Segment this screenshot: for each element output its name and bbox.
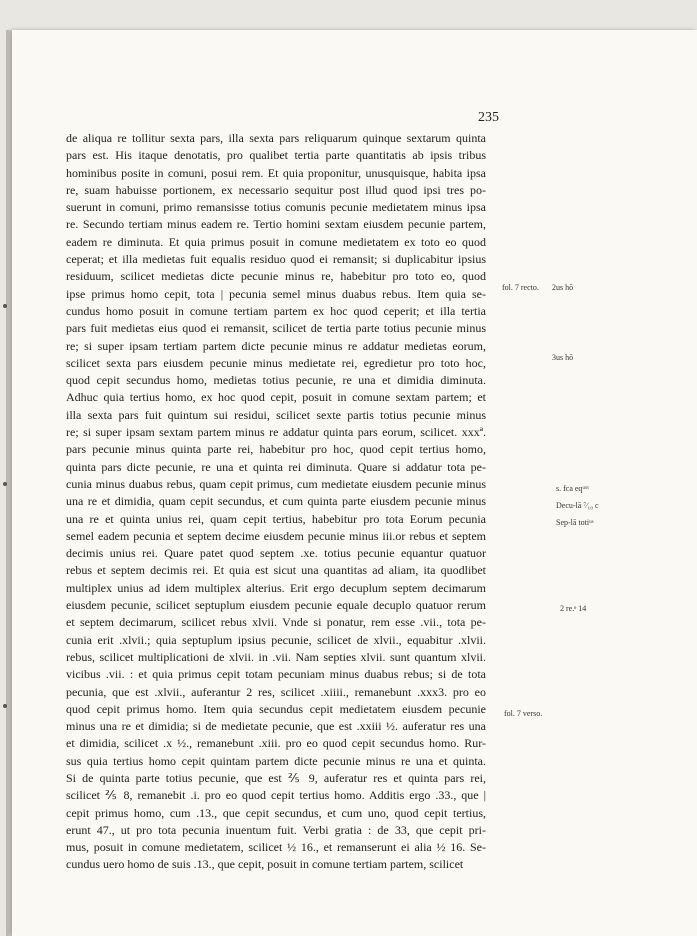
page-edge-mark (3, 304, 7, 308)
text-line: re; si super ipsam tertiam partem dicte pecunie minus re addatur medietas eorum, (66, 338, 486, 353)
text-line: pars pecunie minus quinta parte rei, habebitur pro hoc, quod cepit tertius homo, (66, 442, 486, 457)
text-line: pars est. His itaque denotatis, pro qualibet tertia parte quantitatis ab ipsis tribus (66, 148, 486, 163)
text-line: erunt 47., ut pro tota pecunia inuentum fuit. Verbi gratia : de 33, que cepit pri- (66, 822, 486, 837)
text-line: ipse primus homo cepit, tota | pecunia semel minus duabus rebus. Item quia se- (66, 286, 486, 301)
margin-note-s-fca-eq: s. fca eqᵘᵒᵗ (556, 484, 589, 493)
text-line: scilicet ⅖ 8, remanebit .i. pro eo quod cepit tertius homo. Additis ergo .33., que | (66, 788, 486, 803)
text-line: una re et quinta unius rei, quam cepit tertius, habebitur pro tota Eorum pecunia (66, 511, 486, 526)
text-line: rebus, scilicet multiplicationi de xlvii. in .vii. Nam septies xlvii. sunt quantum xlvii. (66, 649, 486, 664)
text-line: cepit primus homo, cum .13., que cepit secundus, et cum uno, quod cepit tertius, (66, 805, 486, 820)
text-line: eiusdem pecunie, scilicet septuplum eiusdem pecunie equale decuplo quatuor rerum (66, 598, 486, 613)
text-line: cundus homo posuit in comune tertiam partem ex hoc quod ceperit; et illa tertia (66, 303, 486, 318)
text-line: sus quia tertius homo cepit quintam partem dicte pecunie minus re una et quinta. (66, 753, 486, 768)
margin-note-fol-7-verso: fol. 7 verso. (504, 709, 543, 718)
text-line: re, suam habuisse portionem, ex necessario sequitur post illud quod ipsi tres po- (66, 182, 486, 197)
text-line: cunia minus duabus rebus, quam cepit primus, cum medietate eiusdem pecunie minus (66, 476, 486, 491)
text-line: re. Secundo tertiam minus eadem re. Tertio homini sextam eiusdem pecunie partem, (66, 217, 486, 232)
text-line: mus, posuit in comune medietatem, scilicet ½ 16., et remanserunt ei alia ½ 16. Se- (66, 840, 486, 855)
text-line: eadem re diminuta. Et quia primus posuit in comune medietatem ex toto eo quod (66, 234, 486, 249)
text-line: Adhuc quia tertius homo, ex hoc quod cepit, posuit in comune sextam partem; et (66, 390, 486, 405)
page-edge-mark (3, 704, 7, 708)
text-line: illa sexta pars fuit quintum sui residui, scilicet sexte partis totius pecunie minus (66, 407, 486, 422)
text-line: minus una re et dimidia; si de medietate pecunie, que est .xxiii ½. auferatur res una (66, 719, 486, 734)
text-line: residuum, scilicet medietas dicte pecunie minus re, habebitur pro toto eo, quod (66, 269, 486, 284)
text-line: suerunt in comuni, primo remansisse totius comunis pecunie medietatem minus ipsa (66, 200, 486, 215)
text-line: quod cepit secundus homo, medietas totius pecunie, re una et dimidia diminuta. (66, 373, 486, 388)
text-line: pecunia, que est .xlvii., auferantur 2 res, scilicet .xiiii., remanebunt .xxx3. pro eo (66, 684, 486, 699)
page-number: 235 (478, 110, 499, 125)
page-edge-mark (3, 482, 7, 486)
margin-note-sep-la: Sep-lā totiᵘˢ (556, 518, 594, 527)
text-line: de aliqua re tollitur sexta pars, illa sexta pars reliquarum quinque sextarum quinta (66, 131, 486, 145)
text-line: scilicet sexta pars eiusdem pecunie minus medietate rei, egredietur pro toto hoc, (66, 355, 486, 370)
text-line: ceperat; et illa medietas fuit equalis residuo quod ei remansit; si duplicabitur ipsius (66, 252, 486, 267)
text-line: una re et dimidia, quam cepit secundus, et cum quinta parte eiusdem pecunie minus (66, 494, 486, 509)
margin-note-decu-la: Decu-lā ⁷⁄₁₀ c (556, 501, 599, 510)
text-line: et dimidia, scilicet .x ½., remanebunt .xiii. pro eo quod cepit secundus homo. Rur- (66, 736, 486, 751)
text-line: semel eadem pecunia et septem decime eiusdem pecunie minus iii.or rebus et septem (66, 528, 486, 543)
margin-note-third-man: 3us hō (552, 353, 574, 362)
text-line: quod cepit primus homo. Item quia secundus cepit medietatem eiusdem pecunie (66, 701, 486, 716)
text-line: hominibus posite in comuni, posui rem. Et quia proponitur, unusquisque, habita ipsa (66, 165, 486, 180)
text-line: Si de quinta parte totius pecunie, que est ⅖ 9, auferatur res et quinta pars rei, (66, 770, 486, 785)
main-text-block (66, 130, 486, 874)
text-line: cunia erit .xlvii.; quia septuplum ipsius pecunie, scilicet de xlvii., equabitur .xlvii. (66, 632, 486, 647)
text-line: pars fuit medietas eius quod ei remansit, scilicet de tertia parte totius pecunie minus (66, 321, 486, 336)
text-line: decimis unius rei. Quare patet quod septem .xe. totius pecunie equantur quatuor (66, 546, 486, 561)
margin-note-fol-7-recto: fol. 7 recto. (502, 283, 539, 292)
margin-note-two-res: 2 re.ᵉ 14 (560, 604, 587, 613)
text-line: multiplex unius ad idem multiplex alterius. Erit ergo decuplum septem decimarum (66, 580, 486, 595)
text-line: vicibus .vii. : et quia primus cepit totam pecuniam minus duabus rebus; si de tota (66, 667, 486, 682)
text-line: et septem decimarum, scilicet rebus xlvii. Vnde si ponatur, rem esse .vii., tota pe- (66, 615, 486, 630)
text-line: re; si super ipsam sextam partem minus re addatur quinta pars eorum, scilicet. xxxª. (66, 425, 486, 440)
text-line: rebus et septem decimis rei. Et quia est sicut una quantitas ad aliam, ita quodlibet (66, 563, 486, 578)
margin-note-second-man: 2us hō (552, 283, 574, 292)
text-line: cundus uero homo de suis .13., que cepit, posuit in comune tertiam partem, scilicet (66, 857, 464, 872)
text-line: quinta pars dicte pecunie, re una et quinta rei diminuta. Quare si addatur tota pe- (66, 459, 486, 474)
